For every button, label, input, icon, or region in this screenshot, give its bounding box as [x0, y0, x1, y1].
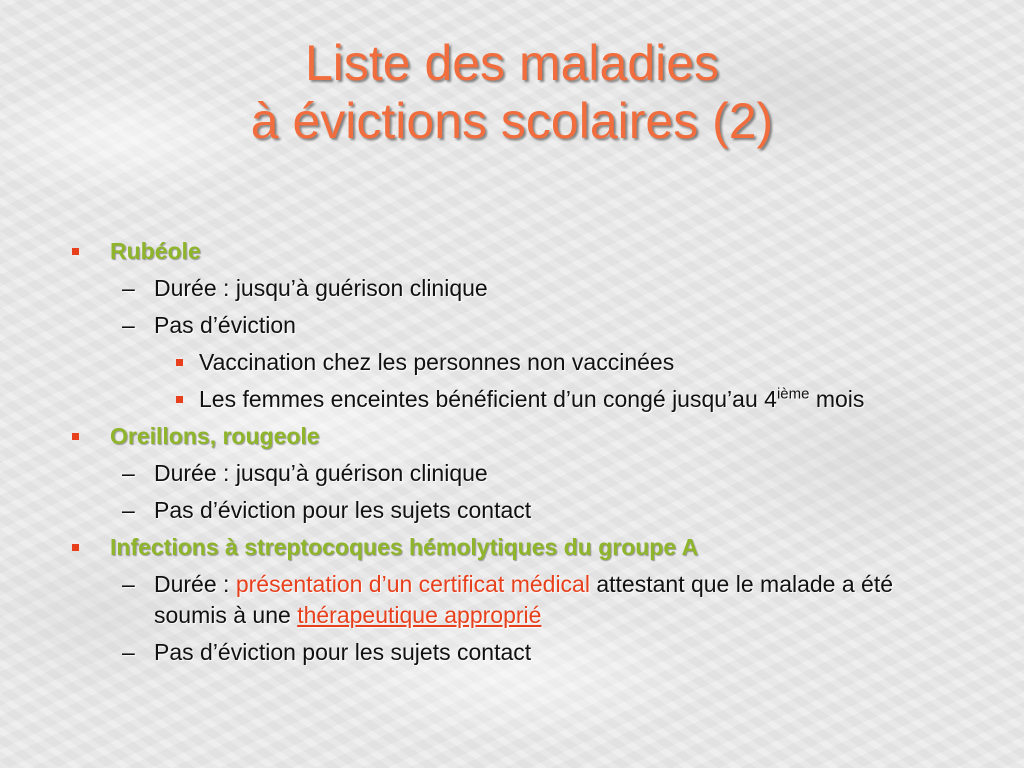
- highlighted-text: présentation d’un certificat médical: [235, 571, 590, 597]
- square-bullet-icon: [176, 396, 183, 403]
- slide-title: [0, 34, 1024, 150]
- slide-title-line-2: à évictions scolaires (2): [250, 93, 774, 149]
- dash-bullet: –: [122, 460, 135, 486]
- section-oreillons-rougeole: [0, 421, 1024, 452]
- section-heading: Rubéole: [110, 238, 201, 264]
- dash-bullet: –: [122, 639, 135, 665]
- list-item-text: Pas d’éviction: [154, 312, 296, 338]
- square-bullet-icon: [72, 248, 79, 255]
- list-item-prefix: Durée :: [154, 571, 236, 597]
- section-rubeole: [0, 236, 1024, 267]
- square-bullet-icon: [176, 359, 183, 366]
- list-item-middle: attestant que le malade a été soumis à une: [154, 571, 894, 628]
- list-item: [0, 458, 1024, 489]
- list-item-text: Pas d’éviction pour les sujets contact: [154, 497, 532, 523]
- sub-list-item-text: Les femmes enceintes bénéficient d’un congé jusqu’au 4: [199, 386, 777, 412]
- list-item: [0, 273, 1024, 304]
- list-item-text: Pas d’éviction pour les sujets contact: [154, 639, 532, 665]
- sub-list-item-text-continued: mois: [815, 386, 865, 412]
- sub-list-item-text: Vaccination chez les personnes non vaccinées: [199, 349, 675, 375]
- list-item: [0, 569, 1024, 631]
- sub-list-item: [0, 347, 1024, 378]
- list-item-text: Durée : jusqu’à guérison clinique: [154, 275, 488, 301]
- section-heading: Oreillons, rougeole: [110, 423, 320, 449]
- section-streptocoques: [0, 532, 1024, 563]
- square-bullet-icon: [72, 433, 79, 440]
- sub-list-item: [0, 384, 1024, 415]
- dash-bullet: –: [122, 275, 135, 301]
- section-heading: Infections à streptocoques hémolytiques du groupe A: [110, 534, 699, 560]
- slide-title-line-1: Liste des maladies: [304, 35, 720, 91]
- list-item: [0, 637, 1024, 668]
- dash-bullet: –: [122, 312, 135, 338]
- square-bullet-icon: [72, 544, 79, 551]
- dash-bullet: –: [122, 571, 135, 597]
- superscript-ordinal: ième: [776, 385, 810, 403]
- hyperlink-therapeutique[interactable]: thérapeutique approprié: [297, 602, 542, 628]
- bullet-list: [0, 230, 1024, 668]
- list-item-text: Durée : jusqu’à guérison clinique: [154, 460, 488, 486]
- dash-bullet: –: [122, 497, 135, 523]
- list-item: [0, 310, 1024, 341]
- list-item: [0, 495, 1024, 526]
